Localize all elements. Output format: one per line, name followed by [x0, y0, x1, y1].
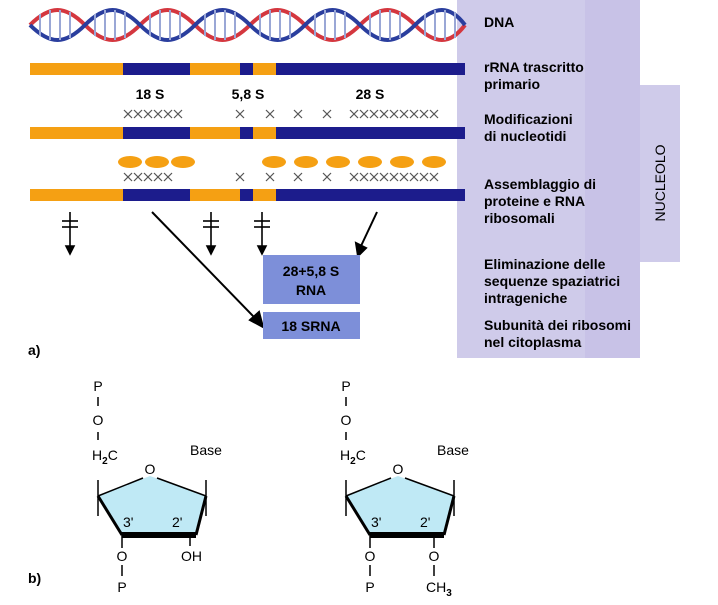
oxygen-2-prime: O [428, 548, 440, 564]
large-subunit-label-line2: RNA [295, 282, 327, 298]
step-assembly-line3: ribosomali [484, 210, 555, 226]
h2c-group: $H_2C$ [340, 447, 366, 467]
degraded-spacer-arrows [62, 212, 270, 254]
base-label: Base [190, 442, 222, 458]
dna-helix [30, 10, 465, 40]
rrna-bar-primary [30, 63, 465, 75]
oxygen-top: O [92, 412, 104, 428]
large-subunit-label-line1: 28+5,8 S [282, 263, 340, 279]
carbon-2-label: 2' [172, 514, 183, 530]
step-mod-line1: Modificazioni [484, 111, 573, 127]
step-sub-line2: nel citoplasma [484, 334, 582, 350]
ring-fill [346, 476, 454, 535]
step-primary-line1: rRNA trascritto [484, 59, 584, 75]
oxygen-top: O [340, 412, 352, 428]
carbon-3-label: 3' [123, 514, 134, 530]
step-primary-line2: primario [484, 76, 541, 92]
step-assembly-line1: Assemblaggio di [484, 176, 597, 192]
small-subunit-label: 18 SRNA [281, 318, 341, 334]
h2c-group: $H_2C$ [92, 447, 118, 467]
oxygen-bottom: O [116, 548, 128, 564]
methyl-group: $CH_3$ [426, 579, 452, 599]
ring-oxygen: O [144, 461, 156, 477]
nucleolo-label: NUCLEOLO [652, 144, 668, 222]
step-assembly-line2: proteine e RNA [484, 193, 586, 209]
step-elim-line1: Eliminazione delle [484, 256, 606, 272]
step-mod-line2: di nucleotidi [484, 128, 567, 144]
step-elim-line3: intrageniche [484, 290, 568, 306]
modification-marks-row2 [124, 173, 438, 181]
carbon-2-label: 2' [420, 514, 431, 530]
ring-fill [98, 476, 206, 535]
rrna-bar-modified [30, 127, 465, 139]
rrna-bar-assembled [30, 189, 465, 201]
phosphate-top: P [341, 378, 351, 394]
step-elim-line2: sequenze spaziatrici [484, 273, 621, 289]
ribose-structure-left [92, 378, 222, 595]
ribose-structure-right [340, 378, 469, 599]
modification-marks-row1 [124, 110, 438, 118]
large-subunit-box [263, 255, 360, 304]
segment-label-18s: 18 S [135, 86, 165, 102]
hydroxyl-group: OH [181, 548, 202, 564]
base-label: Base [437, 442, 469, 458]
segment-label-28s: 28 S [355, 86, 385, 102]
step-sub-line1: Subunità dei ribosomi [484, 317, 632, 333]
phosphate-bottom: P [117, 579, 127, 595]
panel-a-label: a) [28, 342, 41, 358]
panel-b-label: b) [28, 570, 42, 586]
ribosomal-proteins [118, 156, 446, 168]
step-dna: DNA [484, 14, 515, 30]
oxygen-bottom: O [364, 548, 376, 564]
small-subunit-box [263, 312, 360, 339]
phosphate-bottom: P [365, 579, 375, 595]
carbon-3-label: 3' [371, 514, 382, 530]
ring-oxygen: O [392, 461, 404, 477]
phosphate-top: P [93, 378, 103, 394]
segment-label-5-8s: 5,8 S [231, 86, 265, 102]
